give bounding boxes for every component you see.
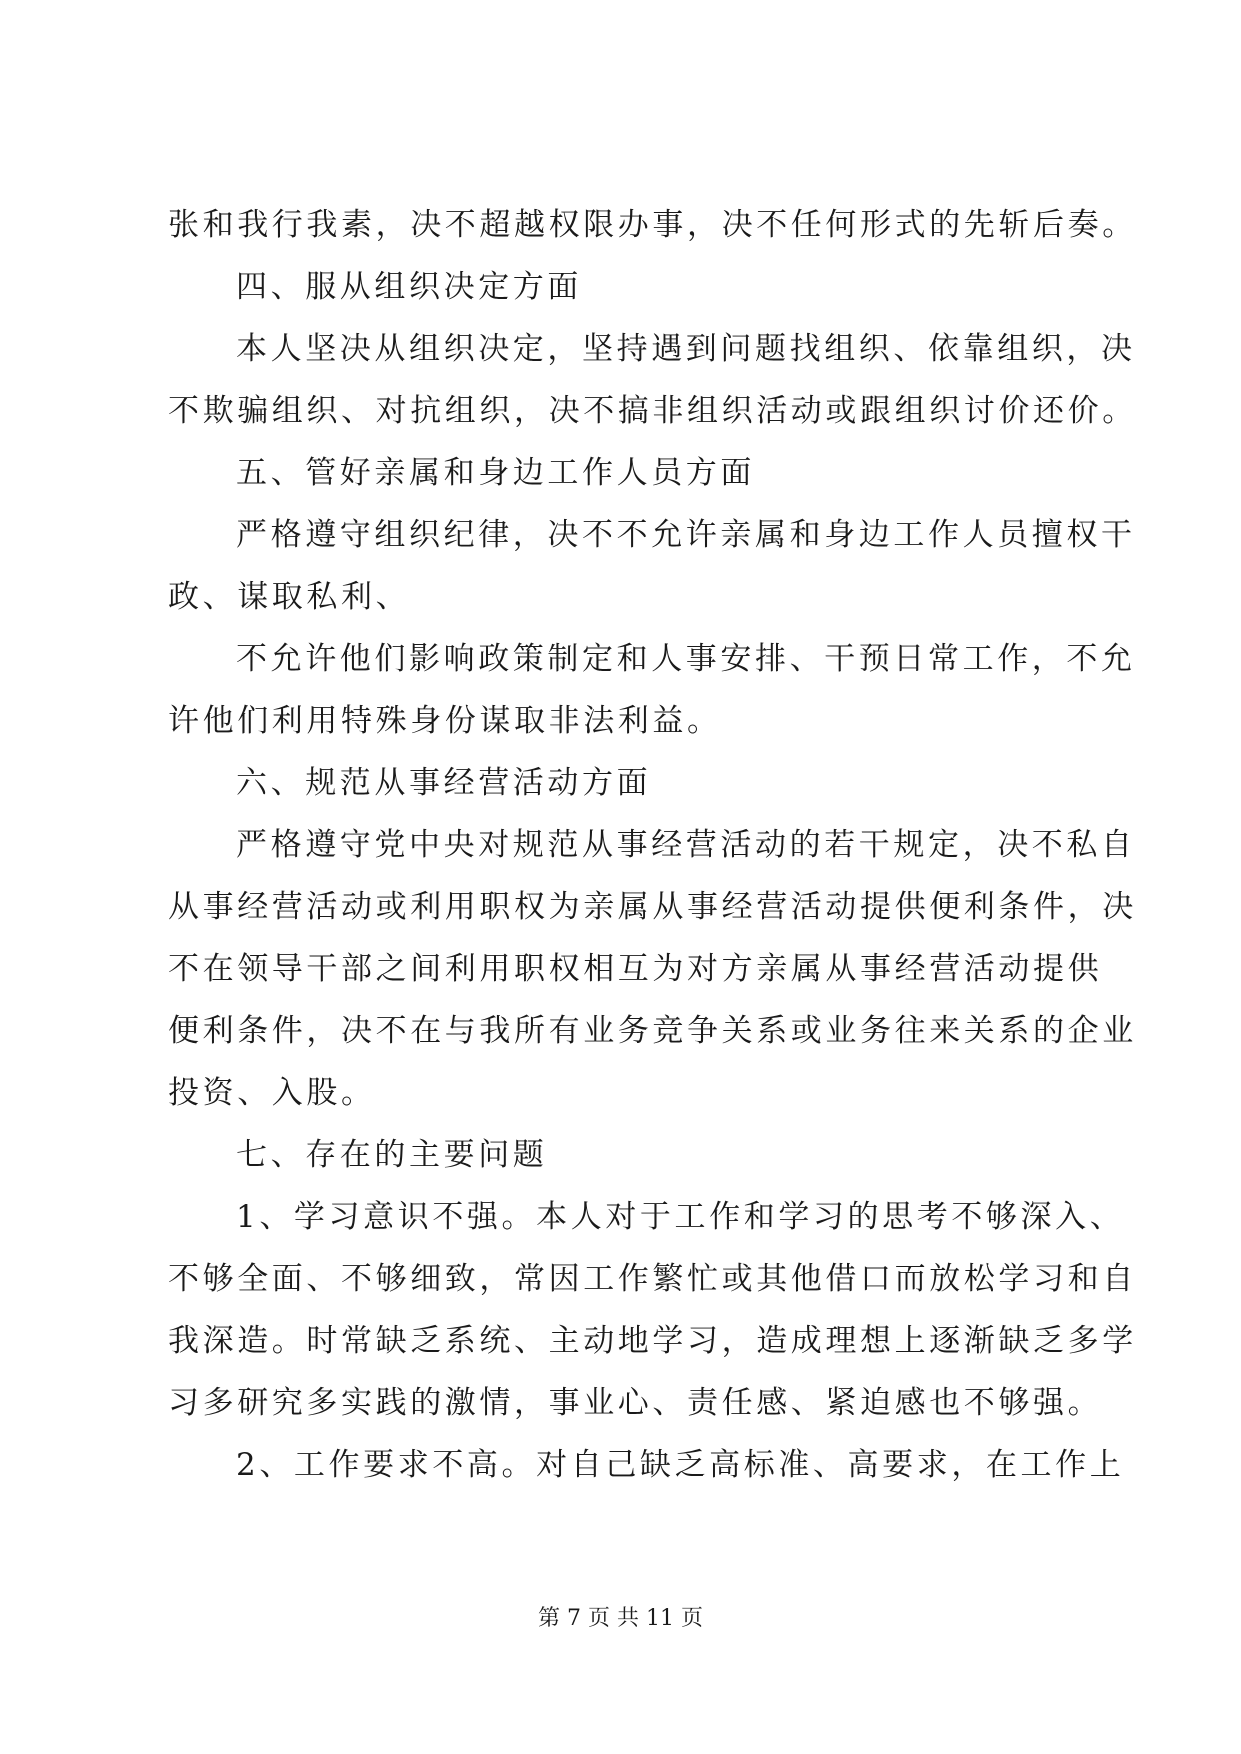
section-heading-7: 七、存在的主要问题 (236, 1137, 548, 1173)
body-text (168, 194, 1137, 1496)
paragraph-line: 不够全面、不够细致，常因工作繁忙或其他借口而放松学习和自 (168, 1261, 1137, 1297)
paragraph-line: 不允许他们影响政策制定和人事安排、干预日常工作，不允 (236, 641, 1136, 677)
section-heading-6: 六、规范从事经营活动方面 (236, 765, 652, 801)
paragraph-line: 2、工作要求不高。对自己缺乏高标准、高要求，在工作上 (236, 1447, 1125, 1483)
paragraph-line: 不在领导干部之间利用职权相互为对方亲属从事经营活动提供 (168, 951, 1103, 987)
text-line-continuation: 张和我行我素，决不超越权限办事，决不任何形式的先斩后奏。 (168, 207, 1137, 243)
paragraph-line: 投资、入股。 (168, 1075, 376, 1111)
paragraph-line: 严格遵守党中央对规范从事经营活动的若干规定，决不私自 (236, 827, 1136, 863)
section-heading-4: 四、服从组织决定方面 (236, 269, 582, 305)
paragraph-line: 政、谋取私利、 (168, 579, 411, 615)
paragraph-line: 本人坚决从组织决定，坚持遇到问题找组织、依靠组织，决 (236, 331, 1136, 367)
section-heading-5: 五、管好亲属和身边工作人员方面 (236, 455, 755, 491)
page-number-footer: 第 7 页 共 11 页 (538, 1606, 703, 1631)
paragraph-line: 习多研究多实践的激情，事业心、责任感、紧迫感也不够强。 (168, 1385, 1103, 1421)
paragraph-line: 许他们利用特殊身份谋取非法利益。 (168, 703, 722, 739)
paragraph-line: 不欺骗组织、对抗组织，决不搞非组织活动或跟组织讨价还价。 (168, 393, 1137, 429)
paragraph-line: 我深造。时常缺乏系统、主动地学习，造成理想上逐渐缺乏多学 (168, 1323, 1137, 1359)
paragraph-line: 严格遵守组织纪律，决不不允许亲属和身边工作人员擅权干 (236, 517, 1136, 553)
paragraph-line: 从事经营活动或利用职权为亲属从事经营活动提供便利条件，决 (168, 889, 1137, 925)
paragraph-line: 1、学习意识不强。本人对于工作和学习的思考不够深入、 (236, 1199, 1125, 1235)
paragraph-line: 便利条件，决不在与我所有业务竞争关系或业务往来关系的企业 (168, 1013, 1137, 1049)
